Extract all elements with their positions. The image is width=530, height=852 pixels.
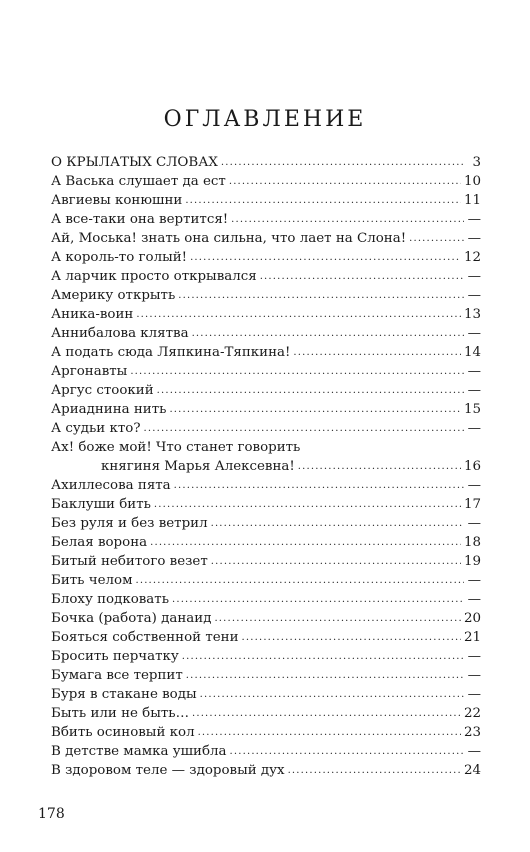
toc-entry-page: —: [467, 269, 481, 284]
table-of-contents: [51, 153, 481, 780]
toc-entry-page: 11: [463, 193, 481, 208]
toc-entry-title: А Васька слушает да ест: [51, 174, 226, 189]
toc-entry-page: —: [467, 687, 481, 702]
toc-entry-title: Бумага все терпит: [51, 668, 183, 683]
toc-entry: [51, 267, 481, 286]
toc-entry-page: 10: [463, 174, 481, 189]
toc-entry: [51, 647, 481, 666]
toc-entry-title: А ларчик просто открывался: [51, 269, 257, 284]
toc-entry-page: —: [467, 288, 481, 303]
leader-dots: [229, 171, 461, 191]
leader-dots: [231, 209, 464, 229]
toc-entry-page: 16: [463, 459, 481, 474]
leader-dots: [288, 760, 461, 780]
toc-entry: [51, 495, 481, 514]
toc-entry: [51, 210, 481, 229]
toc-entry: [51, 609, 481, 628]
leader-dots: [198, 722, 461, 742]
toc-entry-title: Бочка (работа) данаид: [51, 611, 212, 626]
toc-entry: [51, 191, 481, 210]
toc-entry-page: —: [467, 212, 481, 227]
toc-entry: [51, 723, 481, 742]
toc-entry: [51, 305, 481, 324]
leader-dots: [186, 665, 464, 685]
toc-entry: [51, 666, 481, 685]
toc-entry-title: В здоровом теле — здоровый дух: [51, 763, 285, 778]
toc-entry: [51, 476, 481, 495]
toc-entry: [51, 362, 481, 381]
toc-entry-page: —: [467, 573, 481, 588]
toc-entry: [51, 343, 481, 362]
toc-entry-title: В детстве мамка ушибла: [51, 744, 227, 759]
toc-entry: [51, 286, 481, 305]
leader-dots: [293, 342, 461, 362]
toc-entry: [51, 704, 481, 723]
leader-dots: [144, 418, 464, 438]
toc-entry-title: Аннибалова клятва: [51, 326, 189, 341]
toc-entry-title: Ахиллесова пята: [51, 478, 171, 493]
toc-entry-page: 13: [463, 307, 481, 322]
toc-entry-page: 20: [463, 611, 481, 626]
toc-entry-title: Аника-воин: [51, 307, 134, 322]
leader-dots: [260, 266, 464, 286]
toc-entry-title: Вбить осиновый кол: [51, 725, 195, 740]
toc-entry-title: Бросить перчатку: [51, 649, 179, 664]
leader-dots: [169, 399, 461, 419]
toc-entry: [51, 229, 481, 248]
toc-entry-title: Америку открыть: [51, 288, 176, 303]
toc-entry-page: 24: [463, 763, 481, 778]
toc-entry-page: 3: [472, 155, 481, 170]
leader-dots: [182, 646, 464, 666]
leader-dots: [157, 380, 464, 400]
toc-entry-title: Бить челом: [51, 573, 133, 588]
toc-entry-page: —: [467, 478, 481, 493]
toc-entry-title: Ариаднина нить: [51, 402, 167, 417]
leader-dots: [242, 627, 461, 647]
toc-entry: [51, 419, 481, 438]
toc-entry: [51, 571, 481, 590]
toc-entry-title: Ах! боже мой! Что станет говорить: [51, 440, 301, 455]
leader-dots: [200, 684, 464, 704]
toc-entry: [51, 742, 481, 761]
toc-entry: [51, 324, 481, 343]
toc-entry-page: 17: [463, 497, 481, 512]
toc-entry: [51, 761, 481, 780]
leader-dots: [211, 551, 461, 571]
toc-entry-title: Буря в стакане воды: [51, 687, 197, 702]
toc-entry-page: —: [467, 744, 481, 759]
toc-heading: ОГЛАВЛЕНИЕ: [163, 107, 367, 132]
leader-dots: [150, 532, 461, 552]
toc-entry-title: Аргус стоокий: [51, 383, 154, 398]
toc-entry: [51, 628, 481, 647]
toc-entry: [51, 248, 481, 267]
toc-entry-first-line: [51, 438, 481, 457]
leader-dots: [192, 323, 464, 343]
leader-dots: [185, 190, 461, 210]
leader-dots: [230, 741, 464, 761]
toc-entry-title: Без руля и без ветрил: [51, 516, 208, 531]
toc-entry-title: А все-таки она вертится!: [51, 212, 229, 227]
toc-entry-page: —: [467, 592, 481, 607]
leader-dots: [154, 494, 461, 514]
toc-entry-page: —: [467, 668, 481, 683]
toc-entry-title: А подать сюда Ляпкина-Тяпкина!: [51, 345, 291, 360]
leader-dots: [178, 285, 464, 305]
leader-dots: [409, 228, 464, 248]
toc-entry: [51, 514, 481, 533]
toc-entry-title: О КРЫЛАТЫХ СЛОВАХ: [51, 155, 218, 170]
leader-dots: [172, 589, 464, 609]
toc-entry-title: Битый небитого везет: [51, 554, 208, 569]
toc-entry-page: 15: [463, 402, 481, 417]
toc-entry-title: А король-то голый!: [51, 250, 188, 265]
toc-entry: [51, 533, 481, 552]
toc-entry-page: —: [467, 516, 481, 531]
toc-entry-page: 19: [463, 554, 481, 569]
toc-entry-page: —: [467, 383, 481, 398]
leader-dots: [130, 361, 464, 381]
leader-dots: [190, 247, 461, 267]
leader-dots: [214, 608, 461, 628]
toc-entry: [51, 685, 481, 704]
toc-entry-page: —: [467, 649, 481, 664]
toc-entry: [51, 153, 481, 172]
toc-entry-page: 21: [463, 630, 481, 645]
toc-entry: [51, 381, 481, 400]
toc-entry-page: —: [467, 421, 481, 436]
leader-dots: [192, 703, 461, 723]
toc-entry-page: —: [467, 326, 481, 341]
toc-entry-title: Аргонавты: [51, 364, 128, 379]
leader-dots: [135, 570, 464, 590]
toc-entry-page: 18: [463, 535, 481, 550]
toc-entry-title: Белая ворона: [51, 535, 148, 550]
toc-entry-page: 23: [463, 725, 481, 740]
toc-entry-page: 14: [463, 345, 481, 360]
toc-entry: [51, 552, 481, 571]
toc-entry-continuation: [51, 457, 481, 476]
toc-entry-title: княгиня Марья Алексевна!: [101, 459, 295, 474]
toc-entry-title: Блоху подковать: [51, 592, 169, 607]
toc-entry: [51, 400, 481, 419]
toc-entry-page: —: [467, 231, 481, 246]
toc-entry-page: 22: [463, 706, 481, 721]
leader-dots: [221, 152, 464, 172]
leader-dots: [211, 513, 464, 533]
toc-entry-page: —: [467, 364, 481, 379]
toc-entry-title: Авгиевы конюшни: [51, 193, 183, 208]
page-number: 178: [38, 806, 65, 822]
toc-entry-title: Ай, Моська! знать она сильна, что лает на Слона!: [51, 231, 407, 246]
toc-entry-title: Быть или не быть…: [51, 706, 189, 721]
leader-dots: [136, 304, 461, 324]
toc-entry-title: Баклуши бить: [51, 497, 151, 512]
leader-dots: [298, 456, 461, 476]
leader-dots: [174, 475, 464, 495]
toc-entry: [51, 590, 481, 609]
toc-entry-title: Бояться собственной тени: [51, 630, 239, 645]
toc-entry: [51, 172, 481, 191]
toc-entry-title: А судьи кто?: [51, 421, 141, 436]
toc-entry-page: 12: [463, 250, 481, 265]
